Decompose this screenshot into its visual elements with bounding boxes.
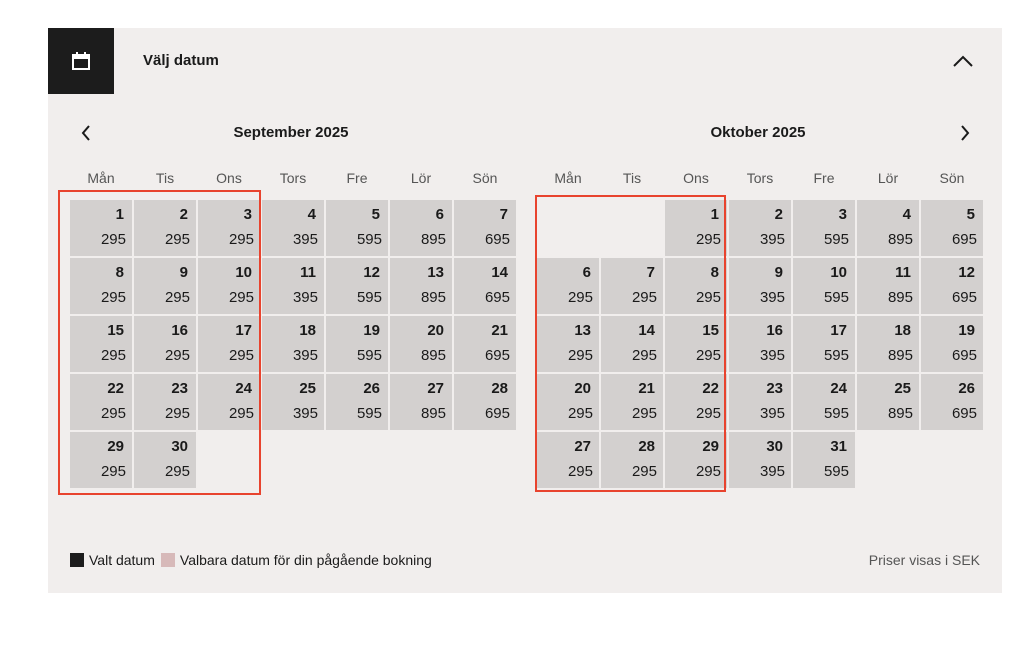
day-cell[interactable] bbox=[390, 374, 452, 430]
day-price: 295 bbox=[100, 231, 126, 248]
day-price: 395 bbox=[759, 405, 785, 422]
weekday-header: Ons bbox=[683, 170, 709, 186]
weekday-header: Tis bbox=[155, 170, 175, 186]
weekday-header: Tis bbox=[622, 170, 642, 186]
legend bbox=[70, 552, 432, 568]
day-cell[interactable] bbox=[857, 258, 919, 314]
day-number: 9 bbox=[774, 264, 783, 281]
day-number: 15 bbox=[107, 322, 124, 339]
day-cell[interactable] bbox=[793, 258, 855, 314]
day-price: 395 bbox=[292, 231, 318, 248]
day-price: 295 bbox=[100, 463, 126, 480]
day-cell[interactable] bbox=[793, 200, 855, 256]
weekday-header: Fre bbox=[813, 170, 835, 186]
currency-note: Priser visas i SEK bbox=[868, 552, 980, 568]
weekday-header: Sön bbox=[472, 170, 498, 186]
day-price: 895 bbox=[420, 405, 446, 422]
day-price: 295 bbox=[631, 347, 657, 364]
day-price: 295 bbox=[164, 463, 190, 480]
day-price: 895 bbox=[887, 231, 913, 248]
day-number: 7 bbox=[646, 264, 655, 281]
day-number: 4 bbox=[902, 206, 911, 223]
day-number: 5 bbox=[371, 206, 380, 223]
day-number: 28 bbox=[638, 438, 655, 455]
day-price: 395 bbox=[759, 347, 785, 364]
day-price: 295 bbox=[100, 347, 126, 364]
day-price: 295 bbox=[228, 231, 254, 248]
day-price: 395 bbox=[759, 463, 785, 480]
day-cell[interactable] bbox=[326, 258, 388, 314]
month-title-september: September 2025 bbox=[233, 124, 349, 141]
day-price: 895 bbox=[420, 289, 446, 306]
day-number: 3 bbox=[838, 206, 847, 223]
day-price: 295 bbox=[695, 289, 721, 306]
day-price: 295 bbox=[695, 463, 721, 480]
day-price: 695 bbox=[951, 405, 977, 422]
day-price: 895 bbox=[420, 231, 446, 248]
weekday-header: Lör bbox=[410, 170, 432, 186]
day-number: 20 bbox=[427, 322, 444, 339]
day-cell[interactable] bbox=[921, 200, 983, 256]
day-number: 1 bbox=[115, 206, 124, 223]
available-swatch bbox=[161, 553, 175, 567]
day-number: 19 bbox=[958, 322, 975, 339]
day-price: 295 bbox=[164, 347, 190, 364]
day-number: 25 bbox=[299, 380, 316, 397]
day-number: 13 bbox=[427, 264, 444, 281]
day-number: 21 bbox=[638, 380, 655, 397]
day-number: 6 bbox=[582, 264, 591, 281]
day-number: 11 bbox=[895, 264, 911, 281]
day-price: 595 bbox=[356, 231, 382, 248]
day-number: 4 bbox=[307, 206, 316, 223]
day-number: 3 bbox=[243, 206, 252, 223]
day-number: 12 bbox=[363, 264, 380, 281]
day-number: 11 bbox=[300, 264, 316, 281]
selected-swatch bbox=[70, 553, 84, 567]
day-number: 13 bbox=[574, 322, 591, 339]
day-price: 895 bbox=[887, 289, 913, 306]
day-price: 295 bbox=[228, 347, 254, 364]
day-number: 29 bbox=[107, 438, 124, 455]
day-number: 8 bbox=[115, 264, 124, 281]
day-number: 9 bbox=[179, 264, 188, 281]
day-cell[interactable] bbox=[921, 258, 983, 314]
day-number: 10 bbox=[830, 264, 847, 281]
day-number: 27 bbox=[427, 380, 444, 397]
day-number: 14 bbox=[638, 322, 655, 339]
day-cell[interactable] bbox=[454, 200, 516, 256]
day-number: 5 bbox=[966, 206, 975, 223]
day-cell[interactable] bbox=[326, 316, 388, 372]
day-number: 10 bbox=[235, 264, 252, 281]
collapse-button[interactable] bbox=[948, 48, 978, 74]
day-cell[interactable] bbox=[262, 258, 324, 314]
day-price: 295 bbox=[631, 289, 657, 306]
day-cell[interactable] bbox=[729, 258, 791, 314]
day-cell[interactable] bbox=[921, 316, 983, 372]
day-price: 295 bbox=[567, 347, 593, 364]
day-price: 395 bbox=[292, 289, 318, 306]
day-cell[interactable] bbox=[454, 316, 516, 372]
highlight-box-september bbox=[58, 190, 261, 495]
day-number: 6 bbox=[435, 206, 444, 223]
day-price: 295 bbox=[567, 463, 593, 480]
day-cell[interactable] bbox=[390, 200, 452, 256]
legend-selected-label: Valt datum bbox=[89, 552, 155, 568]
day-number: 1 bbox=[710, 206, 719, 223]
day-price: 295 bbox=[100, 289, 126, 306]
day-cell[interactable] bbox=[262, 374, 324, 430]
day-price: 595 bbox=[823, 231, 849, 248]
day-price: 595 bbox=[823, 463, 849, 480]
day-cell[interactable] bbox=[390, 316, 452, 372]
day-cell[interactable] bbox=[921, 374, 983, 430]
day-price: 695 bbox=[951, 231, 977, 248]
day-price: 695 bbox=[484, 289, 510, 306]
day-price: 595 bbox=[356, 347, 382, 364]
day-price: 895 bbox=[887, 405, 913, 422]
day-price: 295 bbox=[228, 289, 254, 306]
day-number: 18 bbox=[299, 322, 316, 339]
calendar-icon bbox=[70, 50, 92, 72]
day-price: 295 bbox=[695, 347, 721, 364]
day-price: 295 bbox=[100, 405, 126, 422]
day-number: 14 bbox=[491, 264, 508, 281]
day-cell[interactable] bbox=[729, 432, 791, 488]
day-number: 16 bbox=[171, 322, 188, 339]
day-price: 295 bbox=[164, 405, 190, 422]
day-price: 295 bbox=[567, 405, 593, 422]
day-price: 595 bbox=[356, 405, 382, 422]
day-number: 24 bbox=[830, 380, 847, 397]
day-price: 595 bbox=[823, 289, 849, 306]
day-price: 895 bbox=[420, 347, 446, 364]
day-price: 695 bbox=[484, 405, 510, 422]
weekday-header: Tors bbox=[746, 170, 774, 186]
weekday-header: Tors bbox=[279, 170, 307, 186]
day-number: 27 bbox=[574, 438, 591, 455]
page-title: Välj datum bbox=[143, 52, 219, 69]
day-number: 8 bbox=[710, 264, 719, 281]
day-price: 695 bbox=[951, 347, 977, 364]
day-cell[interactable] bbox=[454, 258, 516, 314]
day-price: 295 bbox=[228, 405, 254, 422]
day-number: 23 bbox=[171, 380, 188, 397]
chevron-up-icon bbox=[952, 54, 974, 68]
day-number: 7 bbox=[499, 206, 508, 223]
day-number: 17 bbox=[830, 322, 847, 339]
day-price: 595 bbox=[823, 347, 849, 364]
day-price: 295 bbox=[164, 289, 190, 306]
day-cell[interactable] bbox=[326, 200, 388, 256]
day-price: 395 bbox=[759, 289, 785, 306]
day-price: 395 bbox=[759, 231, 785, 248]
day-cell[interactable] bbox=[793, 374, 855, 430]
day-number: 22 bbox=[107, 380, 124, 397]
day-price: 395 bbox=[292, 347, 318, 364]
highlight-box-oktober bbox=[535, 195, 726, 492]
day-number: 2 bbox=[179, 206, 188, 223]
weekday-header: Mån bbox=[87, 170, 115, 186]
day-number: 24 bbox=[235, 380, 252, 397]
day-number: 31 bbox=[830, 438, 847, 455]
day-number: 25 bbox=[894, 380, 911, 397]
day-price: 595 bbox=[823, 405, 849, 422]
calendar-toggle-button[interactable] bbox=[48, 28, 114, 94]
day-price: 395 bbox=[292, 405, 318, 422]
day-number: 17 bbox=[235, 322, 252, 339]
day-cell[interactable] bbox=[390, 258, 452, 314]
day-cell[interactable] bbox=[857, 374, 919, 430]
day-number: 21 bbox=[491, 322, 508, 339]
day-cell[interactable] bbox=[454, 374, 516, 430]
day-price: 295 bbox=[695, 405, 721, 422]
day-number: 18 bbox=[894, 322, 911, 339]
day-price: 295 bbox=[164, 231, 190, 248]
day-cell[interactable] bbox=[729, 374, 791, 430]
day-number: 28 bbox=[491, 380, 508, 397]
day-price: 295 bbox=[631, 405, 657, 422]
day-number: 26 bbox=[958, 380, 975, 397]
day-cell[interactable] bbox=[729, 200, 791, 256]
month-title-oktober: Oktober 2025 bbox=[710, 124, 806, 141]
day-number: 29 bbox=[702, 438, 719, 455]
day-number: 2 bbox=[774, 206, 783, 223]
day-number: 30 bbox=[171, 438, 188, 455]
day-number: 19 bbox=[363, 322, 380, 339]
day-price: 895 bbox=[887, 347, 913, 364]
day-number: 15 bbox=[702, 322, 719, 339]
day-cell[interactable] bbox=[326, 374, 388, 430]
day-number: 23 bbox=[766, 380, 783, 397]
day-number: 30 bbox=[766, 438, 783, 455]
day-price: 295 bbox=[695, 231, 721, 248]
day-number: 16 bbox=[766, 322, 783, 339]
legend-available-label: Valbara datum för din pågående bokning bbox=[179, 552, 432, 568]
day-number: 20 bbox=[574, 380, 591, 397]
day-cell[interactable] bbox=[262, 200, 324, 256]
weekday-header: Fre bbox=[346, 170, 368, 186]
day-number: 26 bbox=[363, 380, 380, 397]
day-number: 12 bbox=[958, 264, 975, 281]
day-cell[interactable] bbox=[857, 316, 919, 372]
day-price: 295 bbox=[631, 463, 657, 480]
day-cell[interactable] bbox=[262, 316, 324, 372]
day-price: 595 bbox=[356, 289, 382, 306]
weekday-header: Ons bbox=[216, 170, 242, 186]
day-price: 295 bbox=[567, 289, 593, 306]
day-cell[interactable] bbox=[729, 316, 791, 372]
day-cell[interactable] bbox=[793, 432, 855, 488]
day-price: 695 bbox=[484, 231, 510, 248]
weekday-header: Sön bbox=[939, 170, 965, 186]
day-price: 695 bbox=[484, 347, 510, 364]
day-price: 695 bbox=[951, 289, 977, 306]
day-number: 22 bbox=[702, 380, 719, 397]
weekday-header: Lör bbox=[877, 170, 899, 186]
weekday-header: Mån bbox=[554, 170, 582, 186]
day-cell[interactable] bbox=[857, 200, 919, 256]
day-cell[interactable] bbox=[793, 316, 855, 372]
